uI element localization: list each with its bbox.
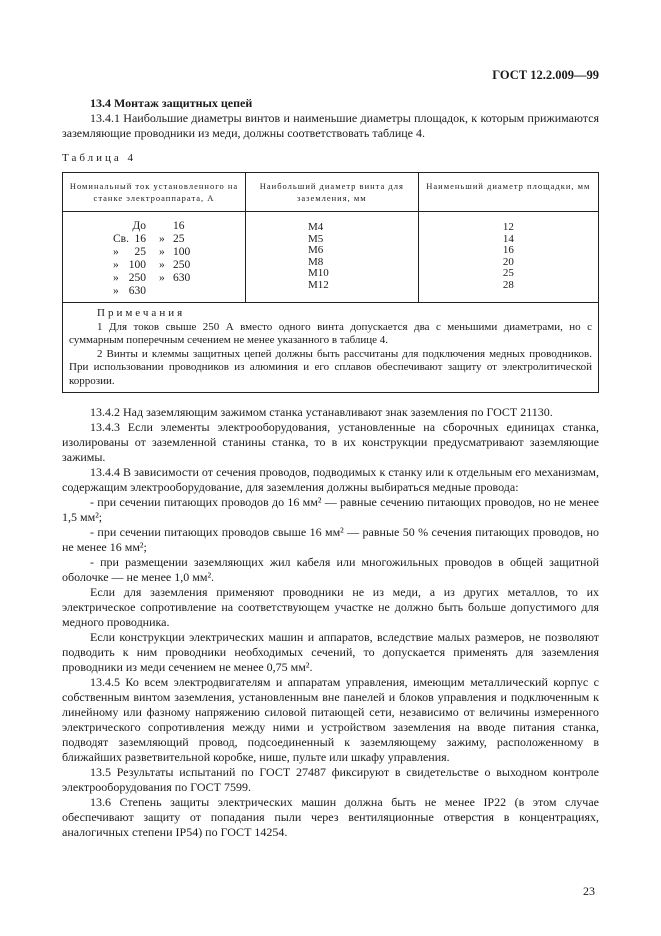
pad-value: 28 bbox=[502, 278, 514, 291]
current-cell bbox=[63, 212, 246, 303]
current-to: 250 bbox=[173, 259, 191, 271]
current-from: 25 bbox=[134, 246, 146, 258]
current-prefix: » bbox=[113, 246, 119, 258]
paragraph-13-6: 13.6 Степень защиты электрических машин должна быть не менее IP22 (в этом случае обеспечивают защиту от попадания пыли через вентиляционные отверстия в концентрациях, аналогичных степени IP54) по ГОСТ 14254. bbox=[62, 795, 599, 839]
current-from: 16 bbox=[134, 233, 146, 245]
table-notes bbox=[63, 303, 599, 393]
screw-value: M4 bbox=[307, 221, 324, 233]
current-to: 16 bbox=[173, 220, 185, 232]
section-title: 13.4 Монтаж защитных цепей bbox=[90, 96, 253, 110]
screw-value: M5 bbox=[307, 232, 324, 245]
screw-value: M8 bbox=[307, 255, 324, 268]
paragraph-13-4-1: 13.4.1 Наибольшие диаметры винтов и наименьшие диаметры площадок, к которым прижимаются заземляющие проводники из меди, должны соответствовать таблице 4. bbox=[62, 111, 599, 140]
screw-cell bbox=[245, 212, 418, 303]
paragraph-13-5: 13.5 Результаты испытаний по ГОСТ 27487 фиксируют в свидетельстве о выходном контроле электрооборудования по ГОСТ 7599. bbox=[62, 765, 599, 794]
pad-value: 12 bbox=[502, 221, 514, 233]
screw-value: M6 bbox=[307, 244, 324, 256]
current-from: До bbox=[132, 220, 146, 232]
document-header: ГОСТ 12.2.009—99 bbox=[492, 68, 599, 82]
table-notes-row bbox=[63, 303, 599, 393]
table-body-row bbox=[63, 212, 599, 303]
paragraph-metals: Если для заземления применяют проводники не из меди, а из других металлов, то их электрическое сопротивление на соответствующем участке не должно быть больше допустимого для медного проводника. bbox=[62, 585, 599, 629]
current-to-mark: » bbox=[159, 233, 165, 245]
pad-value: 20 bbox=[502, 255, 514, 268]
current-to: 630 bbox=[173, 272, 191, 284]
header-screw: Наибольший диаметр винта для заземления, мм bbox=[245, 173, 418, 212]
current-prefix: Св. bbox=[113, 233, 129, 245]
current-range-row bbox=[63, 259, 245, 272]
table-label: Таблица 4 bbox=[62, 152, 137, 164]
paragraph-small-size: Если конструкции электрических машин и аппаратов, вследствие малых размеров, не позволяют подводить к ним проводники необходимых сечений, то допускается применять для заземления проводники из меди сечением не менее 0,75 мм². bbox=[62, 630, 599, 674]
table-4 bbox=[62, 172, 599, 393]
current-prefix: » bbox=[113, 285, 119, 297]
screw-value: M10 bbox=[307, 267, 329, 279]
current-to-mark: » bbox=[159, 246, 165, 258]
current-range-row bbox=[63, 233, 245, 246]
pad-list bbox=[419, 212, 598, 297]
paragraph-13-4-5: 13.4.5 Ко всем электродвигателям и аппаратам управления, имеющим металлический корпус с собственным винтом заземления, установленным вне панелей и блоков управления и подключенным к линейному или фазному напряжению силовой питающей сети, независимо от величины измеренного электрического сопротивления между ними и устройством заземления на вводе питания станка, подводят заземляющий провод, подсоединенный к заземляющему зажиму, расположенному в ближайших разветвительной коробке, нише, пульте или шкафу управления. bbox=[62, 675, 599, 764]
pad-value: 14 bbox=[502, 232, 514, 245]
current-range-row bbox=[63, 272, 245, 285]
paragraph-13-4-4: 13.4.4 В зависимости от сечения проводов, подводимых к станку или к отдельным его механизмам, содержащим электрооборудование, для заземления должны выбираться медные провода: bbox=[62, 465, 599, 494]
page-body bbox=[62, 96, 599, 840]
page-number: 23 bbox=[583, 884, 595, 898]
current-range-row bbox=[63, 285, 245, 298]
header-pad: Наименьший диаметр площадки, мм bbox=[418, 173, 598, 212]
current-to-mark: » bbox=[159, 272, 165, 284]
current-range-row bbox=[63, 220, 245, 233]
header-current: Номинальный ток установленного на станке электроаппарата, А bbox=[63, 173, 246, 212]
dash-item-3: - при размещении заземляющих жил кабеля или многожильных проводов в общей защитной оболочке — не менее 1,0 мм². bbox=[62, 555, 599, 584]
paragraph-13-4-3: 13.4.3 Если элементы электрооборудования, установленные на сборочных единицах станка, изолированы от заземленной станины станка, то в их конструкции предусматривают заземляющие зажимы. bbox=[62, 420, 599, 464]
current-from: 100 bbox=[128, 259, 146, 271]
current-range-row bbox=[63, 246, 245, 259]
dash-item-2: - при сечении питающих проводов свыше 16 мм² — равные 50 % сечения питающих проводов, но не менее 16 мм²; bbox=[62, 525, 599, 554]
screw-value: M12 bbox=[307, 278, 329, 291]
current-to-mark: » bbox=[159, 259, 165, 271]
dash-item-1: - при сечении питающих проводов до 16 мм² — равные сечению питающих проводов, но не менее 1,5 мм²; bbox=[62, 495, 599, 524]
current-prefix: » bbox=[113, 259, 119, 271]
screw-list bbox=[246, 212, 418, 297]
table-header-row bbox=[63, 173, 599, 212]
pad-cell bbox=[418, 212, 598, 303]
pad-value: 16 bbox=[502, 244, 514, 256]
current-to: 100 bbox=[173, 246, 191, 258]
current-from: 250 bbox=[128, 272, 146, 284]
note-1: 1 Для токов свыше 250 А вместо одного винта допускается два с меньшими диаметрами, но с суммарным поперечным сечением не менее указанного в таблице 4. bbox=[69, 320, 592, 346]
notes-title: Примечания bbox=[97, 307, 186, 319]
paragraph-13-4-2: 13.4.2 Над заземляющим зажимом станка устанавливают знак заземления по ГОСТ 21130. bbox=[90, 405, 553, 419]
note-2: 2 Винты и клеммы защитных цепей должны быть рассчитаны для подключения медных проводников. При использовании проводников из алюминия и его сплавов обеспечивают защиту от электролитической коррозии. bbox=[69, 347, 592, 387]
current-list bbox=[63, 212, 245, 302]
pad-value: 25 bbox=[502, 267, 514, 279]
current-from: 630 bbox=[128, 285, 146, 297]
current-prefix: » bbox=[113, 272, 119, 284]
current-to: 25 bbox=[173, 233, 185, 245]
